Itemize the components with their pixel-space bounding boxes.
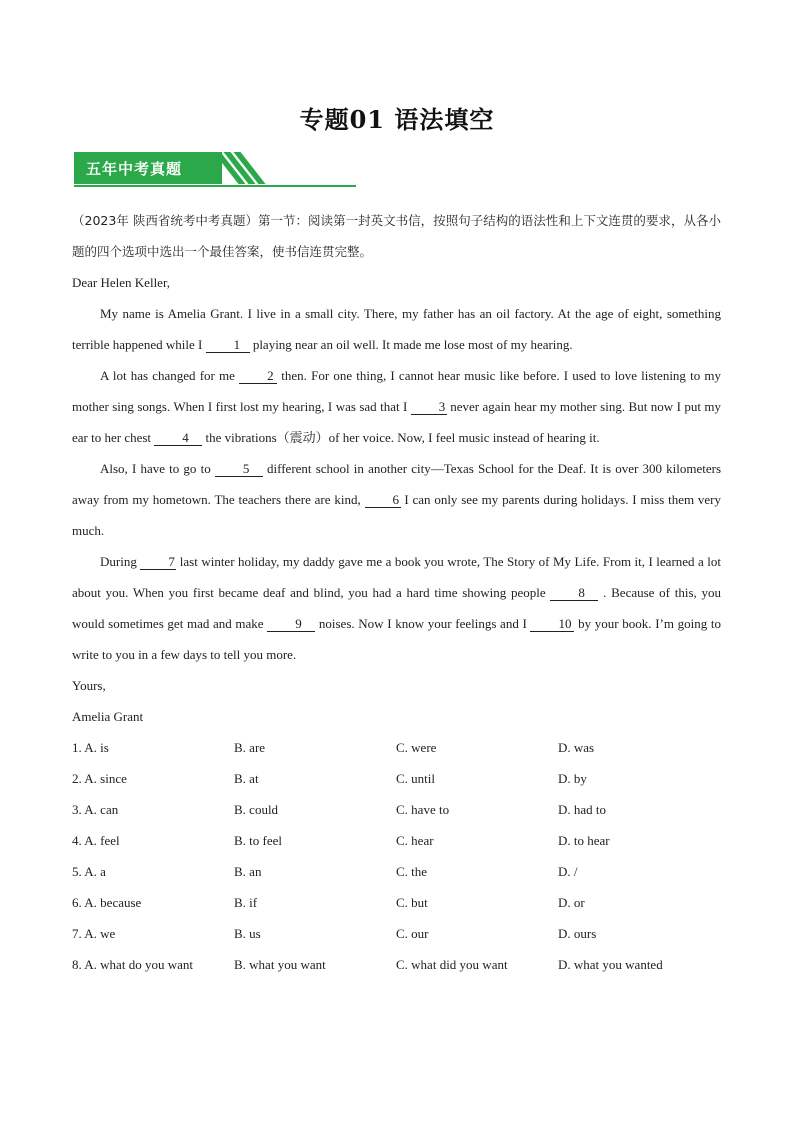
option-choice: B. at [234, 771, 259, 786]
answer-blank: 2 [239, 369, 277, 384]
option-choice: 1. A. is [72, 740, 109, 755]
option-choice: C. what did you want [396, 957, 508, 972]
answer-blank: 1 [206, 338, 250, 353]
option-choice: C. the [396, 864, 428, 879]
option-row [72, 856, 721, 887]
banner-underline [74, 185, 356, 187]
option-choice: 7. A. we [72, 926, 116, 941]
options-list [72, 732, 721, 980]
passage [72, 205, 721, 980]
option-choice: C. have to [396, 802, 450, 817]
answer-blank: 10 [530, 617, 574, 632]
option-row [72, 887, 721, 918]
letter-paragraph [72, 453, 721, 546]
answer-blank: 9 [267, 617, 315, 632]
paragraph-text: My name is Amelia Grant. I live in a small city. There, my father has an oil factory. At the age of eight, something terrible happened while I [72, 306, 721, 352]
option-choice: D. to hear [558, 833, 610, 848]
letter-paragraph [72, 546, 721, 670]
option-row [72, 794, 721, 825]
answer-blank: 4 [154, 431, 202, 446]
option-choice: D. what you wanted [558, 957, 663, 972]
section-banner [74, 152, 356, 188]
option-choice: B. could [234, 802, 279, 817]
option-choice: D. or [558, 895, 585, 910]
letter-paragraph [72, 360, 721, 453]
letter-paragraph [72, 298, 721, 360]
paragraph-text: never again hear my mother sing. But now I put my ear to her chest [72, 399, 721, 445]
paragraph-text: A lot has changed for me [100, 368, 240, 383]
paragraph-text: the vibrations（震动）of her voice. Now, I feel music instead of hearing it. [202, 430, 600, 445]
option-row [72, 732, 721, 763]
paragraph-text: noises. Now I know your feelings and I [315, 616, 531, 631]
option-choice: 2. A. since [72, 771, 127, 786]
answer-blank: 5 [215, 462, 263, 477]
paragraph-text: different school in another city—Texas School for the Deaf. It is over 300 kilometers away from my hometown. The teachers there are kind, [72, 461, 722, 507]
closing: Yours, [72, 678, 106, 693]
option-choice: C. were [396, 740, 437, 755]
option-row [72, 918, 721, 949]
paragraph-text: then. For one thing, I cannot hear music like before. I used to love listening to my mother sing songs. When I first lost my hearing, I was sad that I [72, 368, 722, 414]
banner-label: 五年中考真题 [86, 160, 183, 178]
page-title: 专题01 语法填空 [299, 105, 495, 134]
option-choice: D. ours [558, 926, 597, 941]
option-choice: D. by [558, 771, 587, 786]
intro-text: （2023年 陕西省统考中考真题）第一节：阅读第一封英文书信，按照句子结构的语法性和上下文连贯的要求，从各小题的四个选项中选出一个最佳答案，使书信连贯完整。 [72, 213, 721, 259]
paragraph-text: Also, I have to go to [100, 461, 215, 476]
option-choice: B. us [234, 926, 261, 941]
option-choice: 5. A. a [72, 864, 106, 879]
answer-blank: 3 [411, 400, 447, 415]
option-choice: B. what you want [234, 957, 326, 972]
option-choice: C. but [396, 895, 428, 910]
option-row [72, 949, 721, 980]
option-row [72, 763, 721, 794]
option-choice: C. hear [396, 833, 434, 848]
option-choice: B. to feel [234, 833, 283, 848]
option-choice: C. until [396, 771, 436, 786]
letter-body [72, 298, 721, 670]
option-choice: 6. A. because [72, 895, 142, 910]
signature: Amelia Grant [72, 709, 144, 724]
option-choice: 3. A. can [72, 802, 119, 817]
paragraph-text: . Because of this, you would sometimes get mad and make [72, 585, 722, 631]
paragraph-text: playing near an oil well. It made me lose most of my hearing. [249, 337, 573, 352]
answer-blank: 8 [550, 586, 598, 601]
paragraph-text: by your book. I’m going to write to you in a few days to tell you more. [72, 616, 721, 662]
option-choice: B. are [234, 740, 266, 755]
salutation: Dear Helen Keller, [72, 275, 171, 290]
paragraph-text: I can only see my parents during holidays. I miss them very much. [72, 492, 721, 538]
option-choice: D. had to [558, 802, 607, 817]
option-choice: B. an [234, 864, 262, 879]
option-choice: C. our [396, 926, 429, 941]
option-choice: B. if [234, 895, 258, 910]
answer-blank: 7 [140, 555, 176, 570]
option-choice: 4. A. feel [72, 833, 120, 848]
option-choice: D. was [558, 740, 595, 755]
answer-blank: 6 [365, 493, 401, 508]
option-choice: 8. A. what do you want [72, 957, 193, 972]
option-row [72, 825, 721, 856]
paragraph-text: last winter holiday, my daddy gave me a book you wrote, The Story of My Life. From it, I learned a lot about you. When you first became deaf and blind, you had a hard time showing people [72, 554, 721, 600]
option-choice: D. / [558, 864, 578, 879]
paragraph-text: During [100, 554, 141, 569]
